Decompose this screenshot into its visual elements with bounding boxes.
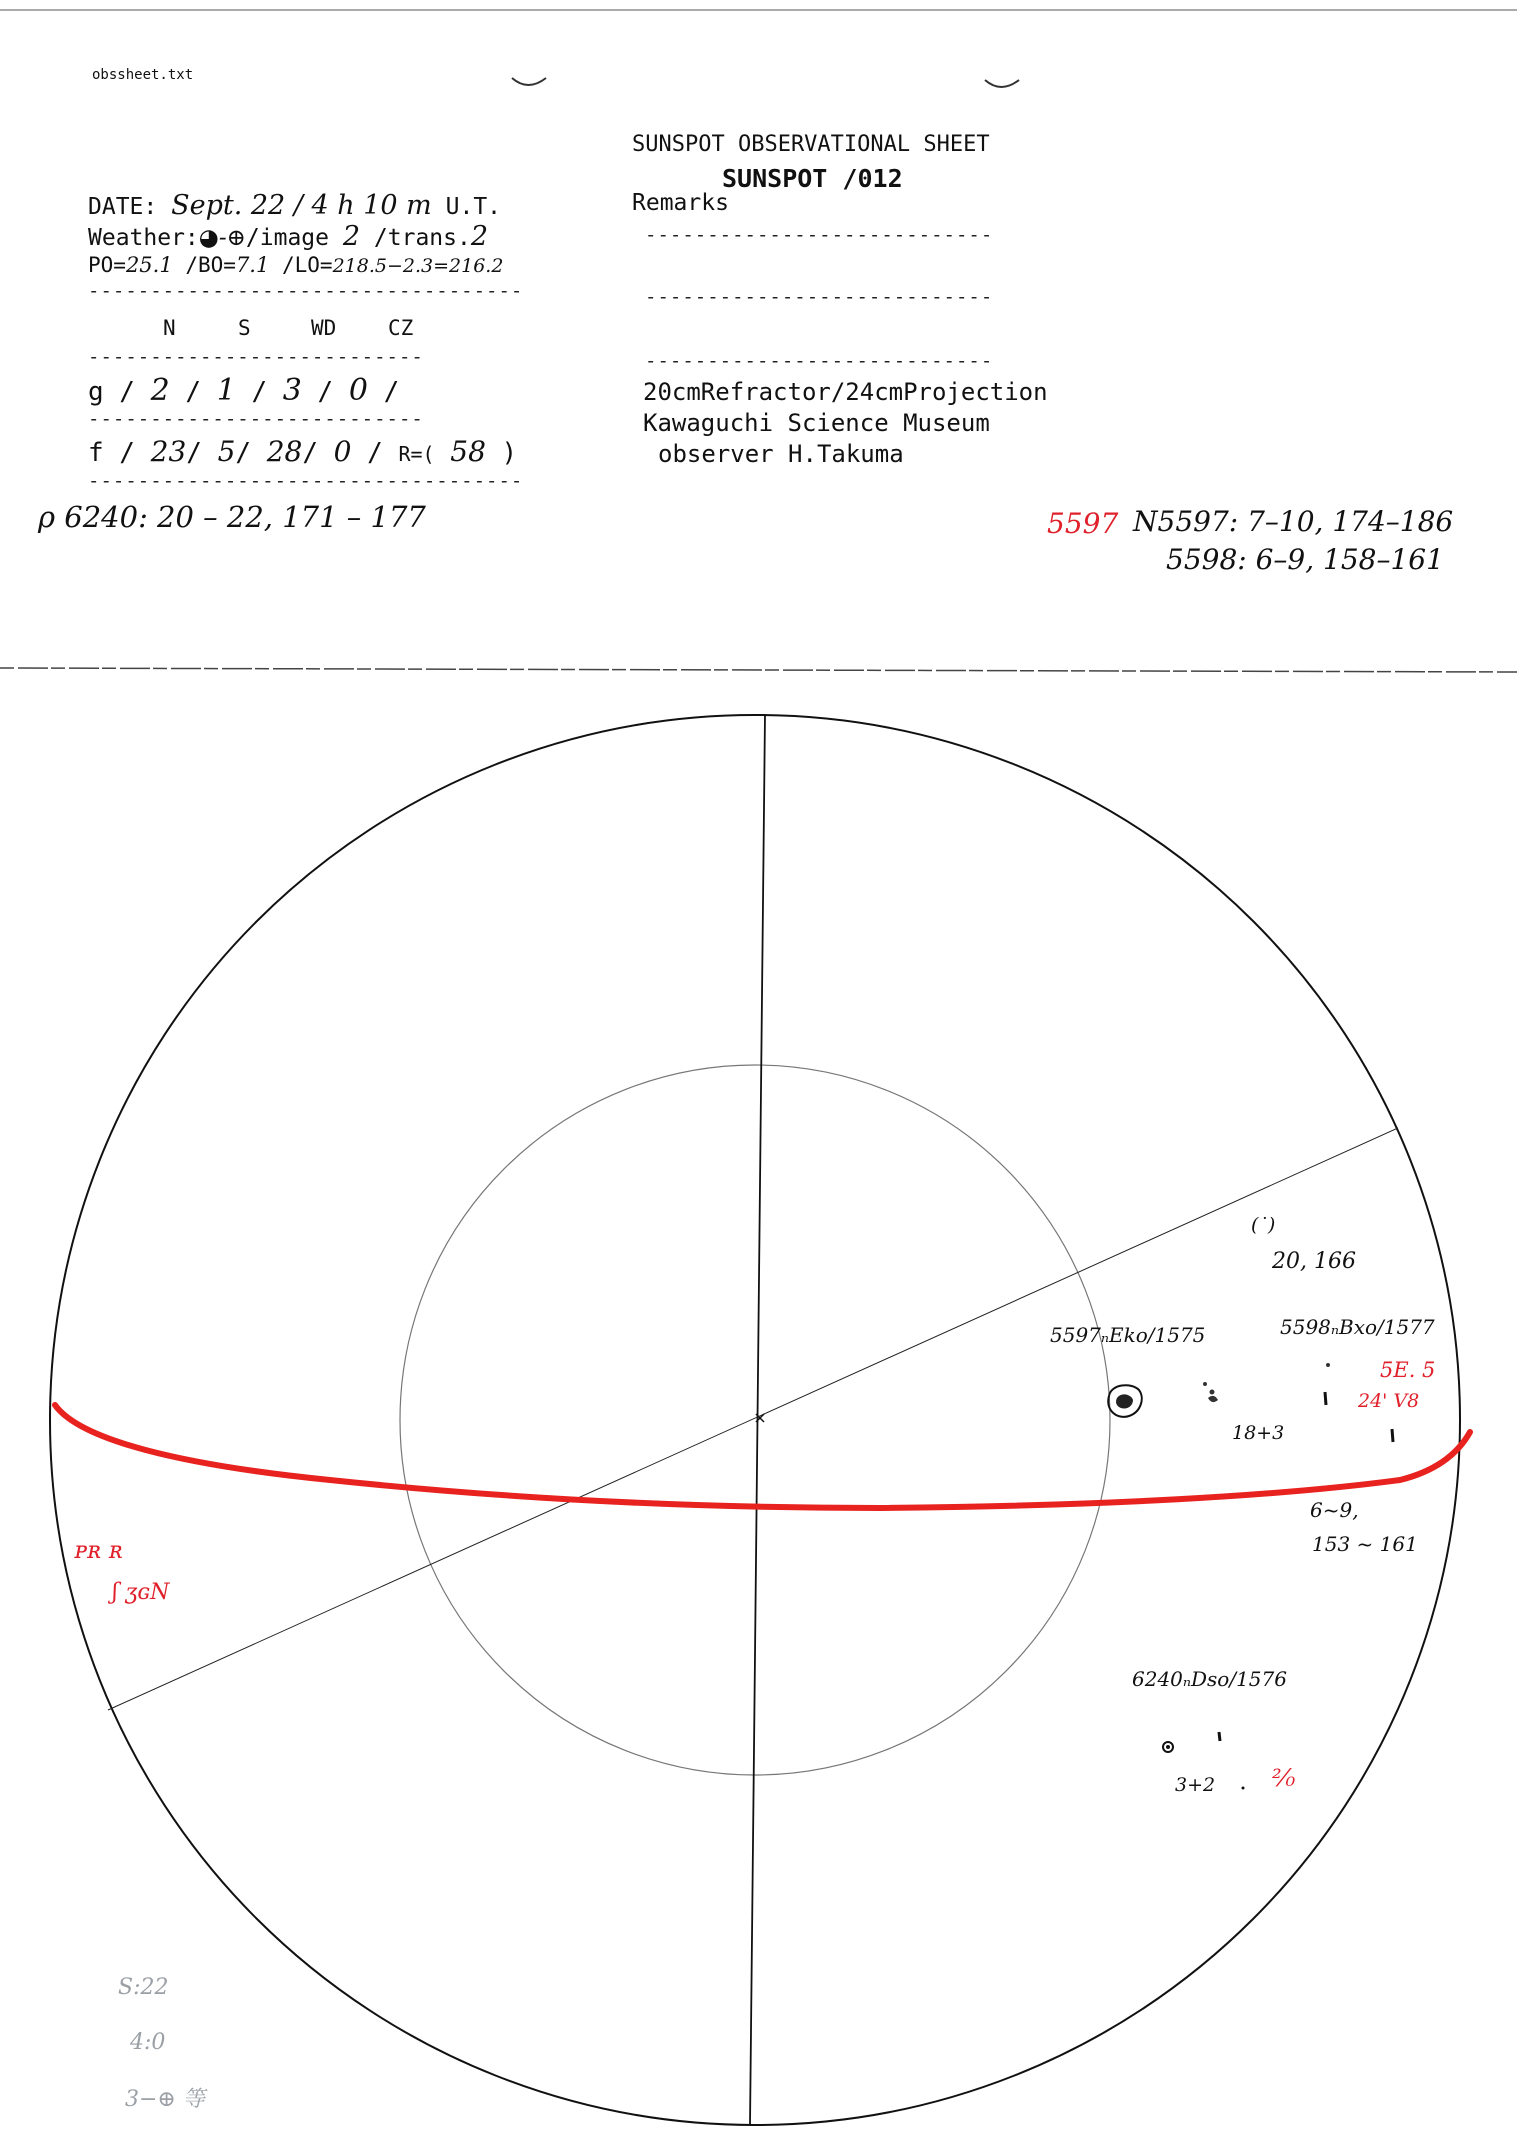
orientation-row bbox=[88, 253, 503, 277]
lo-label: /LO= bbox=[282, 253, 333, 277]
instrument: 20cmRefractor/24cmProjection bbox=[643, 378, 1048, 406]
faint-pencil-note: 3−⊕ 等 bbox=[125, 2087, 205, 2112]
remarks-line: ---------------------------- bbox=[645, 224, 994, 246]
po-label: PO= bbox=[88, 253, 126, 277]
groups-n: 2 bbox=[150, 373, 170, 408]
weather-label: Weather: bbox=[88, 225, 199, 251]
sheet-title: SUNSPOT OBSERVATIONAL SHEET bbox=[632, 132, 990, 157]
sunspot-group-5597 bbox=[1108, 1385, 1142, 1417]
spots-s: 5 bbox=[217, 435, 236, 468]
small-spot bbox=[1208, 1396, 1218, 1402]
groups-s: 1 bbox=[216, 373, 236, 408]
spot-count-6240: 3+2 bbox=[1175, 1774, 1216, 1796]
groups-label: g / bbox=[88, 377, 135, 407]
trans-value: 2 bbox=[470, 221, 489, 252]
small-spot bbox=[1242, 1787, 1245, 1790]
spots-n: 23 bbox=[150, 435, 187, 468]
remarks-line: ---------------------------- bbox=[645, 286, 994, 308]
column-header-n: N bbox=[163, 316, 176, 340]
divider: ----------------------------------- bbox=[88, 470, 524, 492]
r-close: ) bbox=[501, 438, 518, 468]
remarks-line: ---------------------------- bbox=[645, 350, 994, 372]
date-row bbox=[88, 190, 501, 221]
label-153-161: 153 ~ 161 bbox=[1312, 1532, 1418, 1556]
red-note-5598: 5E. 5 bbox=[1380, 1358, 1436, 1382]
annotation-20-166: 20, 166 bbox=[1272, 1249, 1356, 1274]
spots-wd: 28 bbox=[266, 435, 303, 468]
spot-5598-a bbox=[1325, 1392, 1326, 1405]
spots-label: f / bbox=[88, 438, 135, 468]
image-value: 2 bbox=[342, 221, 361, 252]
image-label: /image bbox=[245, 225, 329, 251]
spot-6240-a-core bbox=[1166, 1745, 1170, 1749]
observer: observer H.Takuma bbox=[658, 440, 904, 468]
divider: --------------------------- bbox=[88, 408, 424, 430]
spot-5598-b bbox=[1392, 1429, 1393, 1442]
fold-line bbox=[0, 668, 1517, 672]
r-value: 58 bbox=[450, 435, 486, 468]
label-5598: 5598ₙBxo/1577 bbox=[1280, 1315, 1435, 1339]
red-note-5597: 5597 bbox=[1047, 507, 1119, 540]
small-spot bbox=[1203, 1382, 1207, 1386]
divider: ----------------------------------- bbox=[88, 280, 524, 302]
label-5597: 5597ₙEko/1575 bbox=[1050, 1323, 1206, 1347]
bo-value: 7.1 bbox=[235, 253, 270, 277]
observatory: Kawaguchi Science Museum bbox=[643, 409, 990, 437]
small-spot bbox=[1210, 1390, 1215, 1395]
small-spot bbox=[1326, 1363, 1330, 1367]
red-note-5598: 24' V8 bbox=[1358, 1390, 1420, 1412]
r-label: R=( bbox=[398, 442, 435, 466]
label-6240: 6240ₙDso/1576 bbox=[1132, 1667, 1287, 1691]
bo-label: /BO= bbox=[185, 253, 236, 277]
spot-count-5597: 18+3 bbox=[1232, 1422, 1285, 1444]
faint-pencil-note: 4:0 bbox=[130, 2030, 166, 2055]
remarks-label: Remarks bbox=[632, 190, 729, 216]
lo-value: 218.5−2.3=216.2 bbox=[332, 255, 504, 277]
solar-disk-outline bbox=[50, 715, 1460, 2125]
faint-pencil-note: S:22 bbox=[118, 1975, 169, 2000]
date-suffix: U.T. bbox=[445, 194, 502, 220]
annotation-mark: (˙) bbox=[1251, 1214, 1276, 1236]
column-header-cz: CZ bbox=[388, 316, 414, 340]
groups-row: g / 2 / 1 / 3 / 0 / bbox=[88, 373, 400, 408]
divider: --------------------------- bbox=[88, 346, 424, 368]
binding-hole-mark-right bbox=[985, 80, 1019, 87]
column-header-s: S bbox=[238, 316, 251, 340]
file-name: obssheet.txt bbox=[92, 67, 194, 83]
sheet-number: SUNSPOT /012 bbox=[722, 164, 903, 193]
note-5598: 5598: 6–9, 158–161 bbox=[1166, 543, 1444, 576]
po-value: 25.1 bbox=[125, 253, 173, 277]
note-6240: ρ 6240: 20 – 22, 171 – 177 bbox=[38, 500, 426, 534]
red-note-left: ᴘʀ ʀ bbox=[74, 1536, 123, 1564]
column-header-wd: WD bbox=[311, 316, 337, 340]
ecliptic-line bbox=[108, 1128, 1398, 1710]
note-5597: N5597: 7–10, 174–186 bbox=[1133, 505, 1454, 538]
weather-value: ◕-⊕ bbox=[198, 225, 246, 251]
weather-row bbox=[88, 221, 488, 252]
groups-cz: 0 bbox=[348, 373, 368, 408]
spots-row: f / 23/ 5/ 28/ 0 / R=( 58 ) bbox=[88, 435, 518, 468]
date-label: DATE: bbox=[88, 194, 158, 220]
spot-6240-b bbox=[1219, 1732, 1220, 1741]
date-value: Sept. 22 / 4 h 10 m bbox=[171, 190, 432, 221]
red-note-6240: ²⁄₀ bbox=[1272, 1764, 1296, 1792]
binding-hole-mark-left bbox=[512, 78, 546, 85]
trans-label: /trans. bbox=[373, 225, 471, 251]
groups-wd: 3 bbox=[282, 373, 302, 408]
spots-cz: 0 bbox=[333, 435, 352, 468]
label-6-9: 6~9, bbox=[1310, 1498, 1359, 1522]
red-note-left: ʃ ʒɢN bbox=[112, 1580, 170, 1605]
